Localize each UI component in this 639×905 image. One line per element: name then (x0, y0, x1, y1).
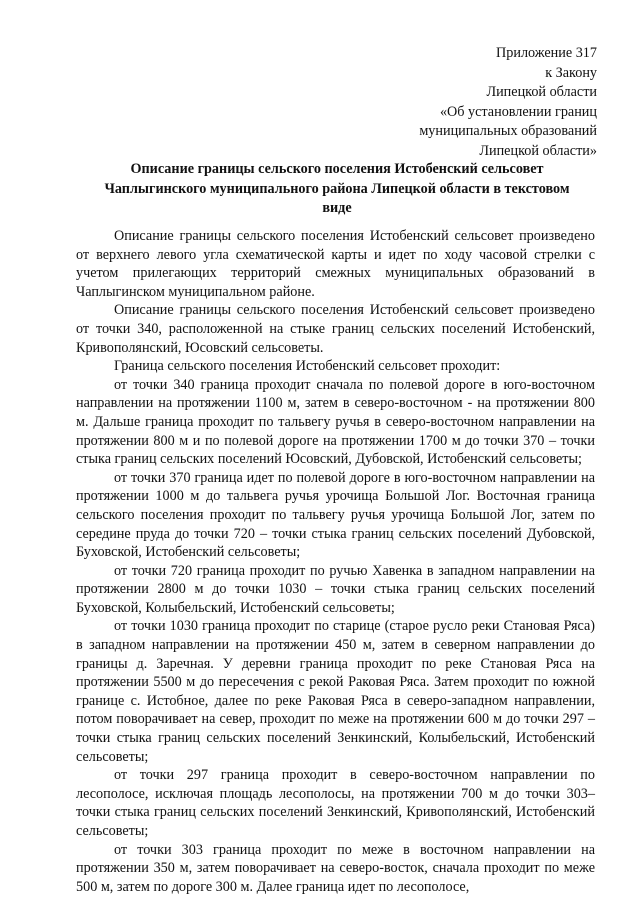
title-line: Описание границы сельского поселения Истобенский сельсовет (130, 161, 544, 177)
paragraph: Граница сельского поселения Истобенский сельсовет проходит: (114, 358, 501, 375)
title-line: Чаплыгинского муниципального района Липецкой области в текстовом (104, 180, 570, 197)
appendix-line: Приложение 317 (496, 45, 597, 61)
appendix-line: муниципальных образований (419, 123, 597, 140)
title-line: виде (322, 200, 352, 216)
paragraph: от точки 303 граница проходит по меже в восточном направлении на протяжении 350 м, затем поворачивает на северо-восток, сначала проходит по меже 500 м, затем по дороге 300 м. Далее граница идет по лесополосе, (76, 841, 595, 895)
paragraph: от точки 297 граница проходит в северо-восточном направлении по лесополосе, исключая площадь лесополосы, на протяжении 700 м до точки 303– точки стыка границ сельских поселений Зенкинский, Кривополянский, Истобенский сельсоветы; (76, 767, 595, 839)
paragraph: от точки 720 граница проходит по ручью Хавенка в западном направлении на протяжении 2800 м до точки 1030 – точки стыка границ сельских поселений Буховской, Колыбельский, Истобенский сельсоветы; (76, 562, 595, 616)
document-title (76, 160, 598, 219)
document-body (76, 227, 595, 896)
paragraph: от точки 340 граница проходит сначала по полевой дороге в юго-восточном направлении на протяжении 1100 м, затем в северо-восточном - на протяжении 800 м. Дальше граница проходит по тальвегу ручья в северо-восточном направлении на протяжении 800 м и по полевой дороге на протяжении 1700 м до точки 370 – точки стыка границ сельских поселений Юсовский, Дубовской, Истобенский сельсоветы; (76, 376, 595, 468)
paragraph: от точки 370 граница идет по полевой дороге в юго-восточном направлении на протяжении 1000 м до тальвега ручья урочища Большой Лог. Восточная граница сельского поселения проходит по тальвегу ручья урочища Большой Лог, затем по середине пруда до точки 720 – точки стыка границ сельских поселений Дубовской, Буховской, Истобенский сельсоветы; (76, 469, 595, 561)
appendix-line: Липецкой области» (479, 142, 597, 159)
appendix-line: Липецкой области (486, 84, 597, 101)
appendix-line: к Закону (545, 64, 597, 81)
appendix-line: «Об установлении границ (439, 103, 597, 120)
appendix-header (419, 44, 597, 162)
paragraph: Описание границы сельского поселения Истобенский сельсовет произведено от верхнего левого угла схематической карты и идет по ходу часовой стрелки с учетом прилегающих территорий смежных муниципальных образований в Чаплыгинском муниципальном районе. (76, 228, 595, 300)
paragraph: Описание границы сельского поселения Истобенский сельсовет произведено от точки 340, расположенной на стыке границ сельских поселений Истобенский, Кривополянский, Юсовский сельсоветы. (76, 302, 595, 356)
paragraph: от точки 1030 граница проходит по старице (старое русло реки Становая Ряса) в западном направлении на протяжении 450 м, затем в северном направлении до границы д. Заречная. У деревни граница проходит по реке Становая Ряса на протяжении 5500 м до пересечения с рекой Раковая Ряса. Затем проходит по южной границе с. Истобное, далее по реке Раковая Ряса в северо-западном направлении, потом поворачивает на север, проходит по меже на протяжении 600 м до точки 297 – точки стыка границ сельских поселений Зенкинский, Колыбельский, Истобенский сельсоветы; (76, 618, 595, 765)
